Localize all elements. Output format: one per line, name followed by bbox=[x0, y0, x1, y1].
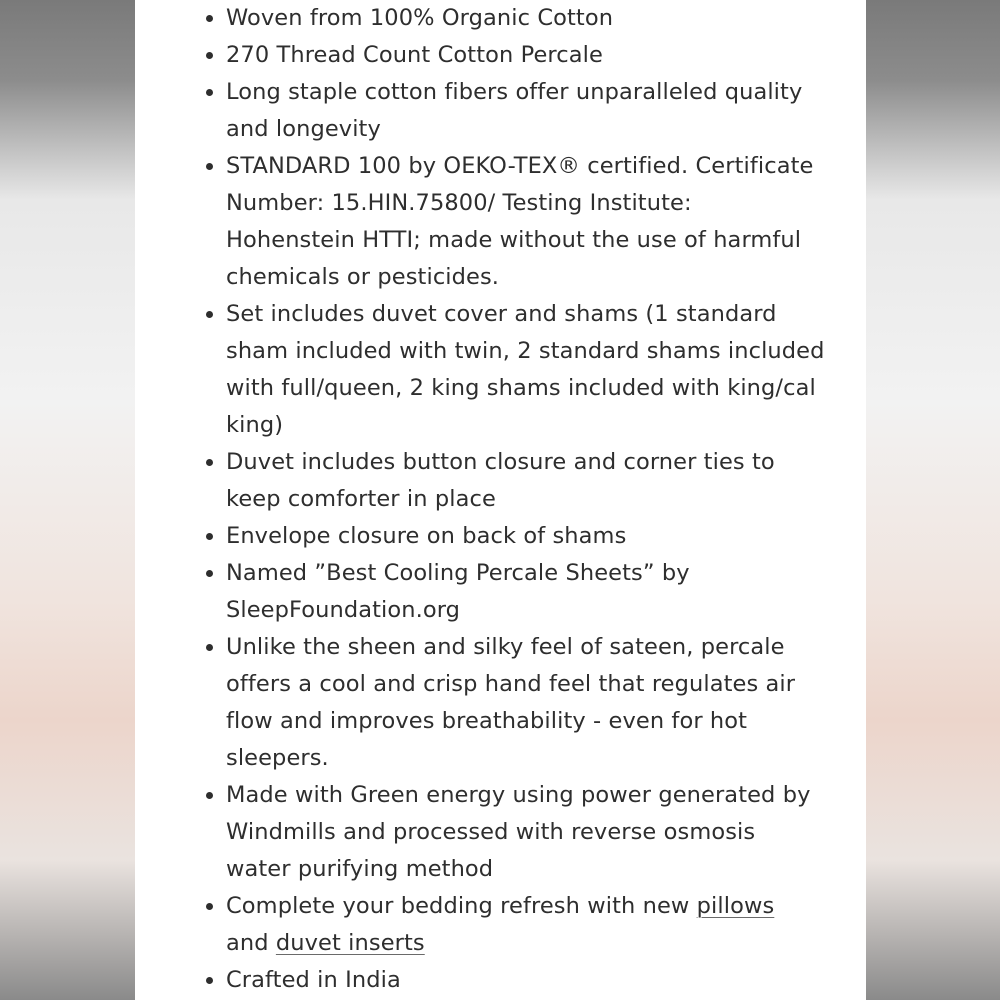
pillows-link[interactable]: pillows bbox=[696, 893, 775, 919]
refresh-middle: and bbox=[226, 930, 276, 956]
list-item-set-includes: Set includes duvet cover and shams (1 standard sham included with twin, 2 standard shams included with full/queen, 2 king shams included with king/cal king) bbox=[226, 296, 826, 444]
duvet-inserts-link[interactable]: duvet inserts bbox=[275, 930, 425, 956]
refresh-prefix: Complete your bedding refresh with new bbox=[226, 893, 697, 919]
list-item-thread-count: 270 Thread Count Cotton Percale bbox=[226, 37, 826, 74]
list-item-bedding-refresh bbox=[226, 888, 826, 962]
list-item-percale-feel: Unlike the sheen and silky feel of sateen, percale offers a cool and crisp hand feel that regulates air flow and improves breathability - even for hot sleepers. bbox=[226, 629, 826, 777]
list-item-organic-cotton: Woven from 100% Organic Cotton bbox=[226, 0, 826, 37]
list-item-award: Named ”Best Cooling Percale Sheets” by SleepFoundation.org bbox=[226, 555, 826, 629]
list-item-duvet-closure: Duvet includes button closure and corner ties to keep comforter in place bbox=[226, 444, 826, 518]
blurred-background-right bbox=[866, 0, 1000, 1000]
feature-list bbox=[226, 0, 826, 999]
list-item-oeko-tex: STANDARD 100 by OEKO-TEX® certified. Certificate Number: 15.HIN.75800/ Testing Institute: Hohenstein HTTI; made without the use of harmful chemicals or pesticides. bbox=[226, 148, 826, 296]
blurred-background-left bbox=[0, 0, 135, 1000]
list-item-green-energy: Made with Green energy using power generated by Windmills and processed with reverse osmosis water purifying method bbox=[226, 777, 826, 888]
list-item-origin: Crafted in India bbox=[226, 962, 826, 999]
product-details-panel bbox=[135, 0, 866, 1000]
list-item-long-staple: Long staple cotton fibers offer unparalleled quality and longevity bbox=[226, 74, 826, 148]
list-item-envelope-closure: Envelope closure on back of shams bbox=[226, 518, 826, 555]
